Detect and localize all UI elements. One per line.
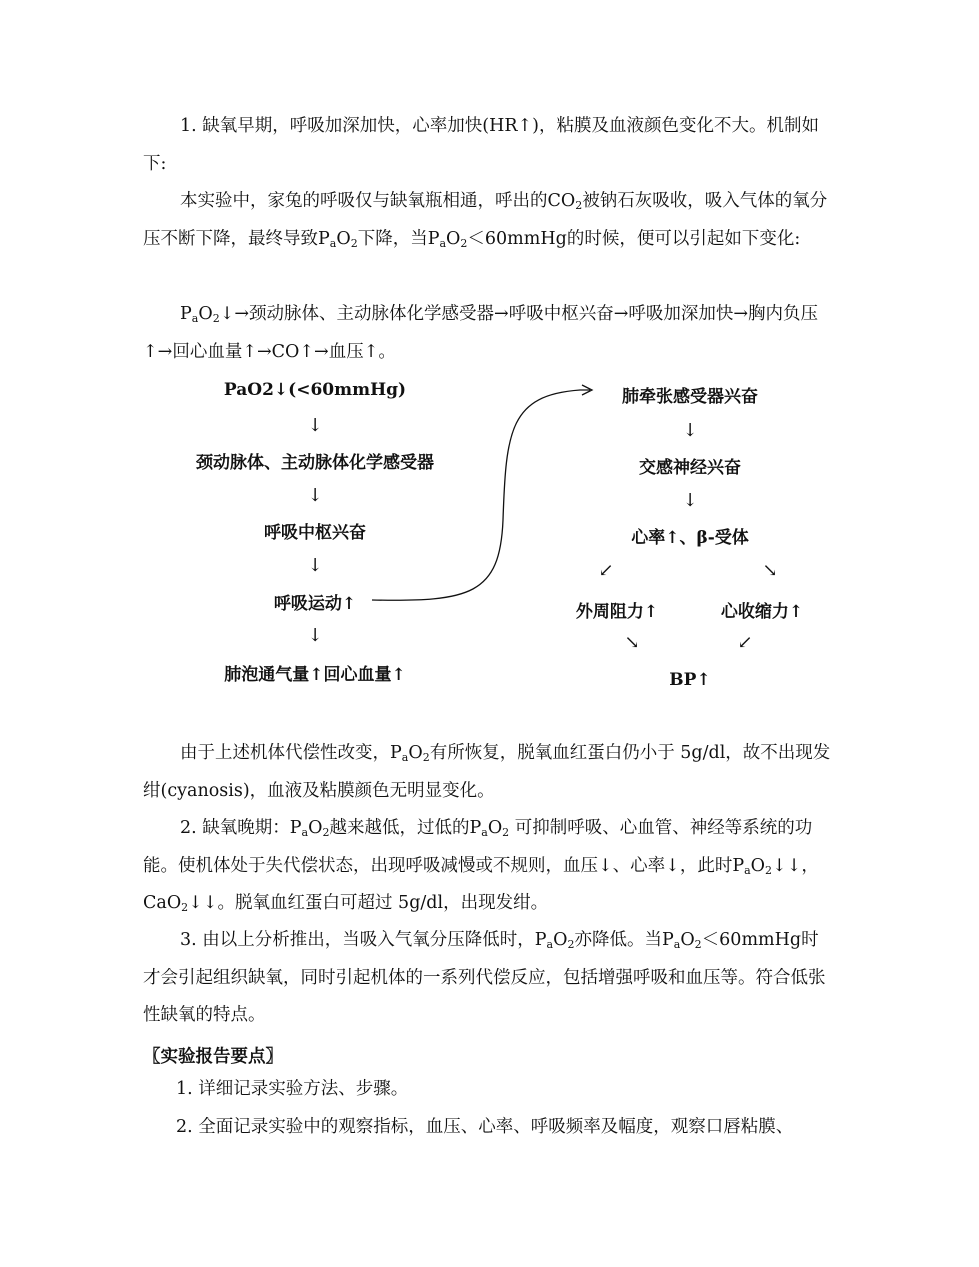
paragraph-experiment: 本实验中，家兔的呼吸仅与缺氧瓶相通，呼出的$CO_2$被钠石灰吸收，吸入气体的氧分压不断下降，最终导致$P_aO_2$下降，当$P_aO_2<60mmHg$的时候，便可以引起如下变化: xyxy=(143,191,828,250)
node-peripheral-resistance: 外周阻力↑ xyxy=(575,602,659,622)
down-arrow-icon: ↓ xyxy=(682,420,698,441)
mechanism-diagram xyxy=(0,370,979,700)
connector-curve xyxy=(0,370,979,700)
node-sympathetic: 交感神经兴奋 xyxy=(639,458,741,478)
paragraph-late-hypoxia: 2. 缺氧晚期：$P_aO_2$越来越低，过低的$P_aO_2$ 可抑制呼吸、心血管、神经等系统的功能。使机体处于失代偿状态，出现呼吸减慢或不规则，血压↓、心率↓，此时$P_aO_2↓↓$，CaO$_2$↓↓。脱氧血红蛋白可超过 5g/dl，出现发绀。 xyxy=(143,818,819,914)
node-heart-rate: 心率↑、β-受体 xyxy=(631,528,749,548)
node-respiratory-movement: 呼吸运动↑ xyxy=(273,594,357,614)
node-bp: BP↑ xyxy=(669,670,711,690)
report-heading: 〖实验报告要点〗 xyxy=(143,1047,283,1067)
paragraph-chain: $P_aO_2↓\to$颈动脉体、主动脉体化学感受器→呼吸中枢兴奋→呼吸加深加快→胸内负压↑→回心血量↑→CO↑→血压↑。 xyxy=(143,304,819,362)
node-pao2: PaO2↓(<60mmHg) xyxy=(223,380,407,400)
report-item: 1. 详细记录实验方法、步骤。 xyxy=(176,1079,409,1099)
diagonal-arrow-icon: ↙ xyxy=(598,560,614,581)
node-chemoreceptor: 颈动脉体、主动脉体化学感受器 xyxy=(196,453,434,473)
down-arrow-icon: ↓ xyxy=(307,485,323,506)
down-arrow-icon: ↓ xyxy=(307,415,323,436)
down-arrow-icon: ↓ xyxy=(307,555,323,576)
node-alveolar-ventilation: 肺泡通气量↑回心血量↑ xyxy=(224,665,406,685)
node-stretch-receptor: 肺牵张感受器兴奋 xyxy=(622,387,758,407)
diagonal-arrow-icon: ↘ xyxy=(762,560,778,581)
paragraph-conclusion: 3. 由以上分析推出，当吸入气氧分压降低时，$P_aO_2$亦降低。当$P_aO_2<60mmHg$时才会引起组织缺氧，同时引起机体的一系列代偿反应，包括增强呼吸和血压等。符合低张性缺氧的特点。 xyxy=(143,930,826,1025)
report-item: 2. 全面记录实验中的观察指标，血压、心率、呼吸频率及幅度，观察口唇粘膜、 xyxy=(176,1117,794,1137)
node-contractility: 心收缩力↑ xyxy=(720,602,804,622)
down-arrow-icon: ↓ xyxy=(682,490,698,511)
paragraph-compensation: 由于上述机体代偿性改变，$P_aO_2$有所恢复，脱氧血红蛋白仍小于 5g/dl，故不出现发绀(cyanosis)，血液及粘膜颜色无明显变化。 xyxy=(143,743,831,801)
down-arrow-icon: ↓ xyxy=(307,625,323,646)
diagonal-arrow-icon: ↘ xyxy=(624,632,640,653)
paragraph-early-hypoxia: 1. 缺氧早期，呼吸加深加快，心率加快(HR↑)，粘膜及血液颜色变化不大。机制如下: xyxy=(143,116,820,174)
diagonal-arrow-icon: ↙ xyxy=(737,632,753,653)
node-respiratory-center: 呼吸中枢兴奋 xyxy=(264,523,366,543)
